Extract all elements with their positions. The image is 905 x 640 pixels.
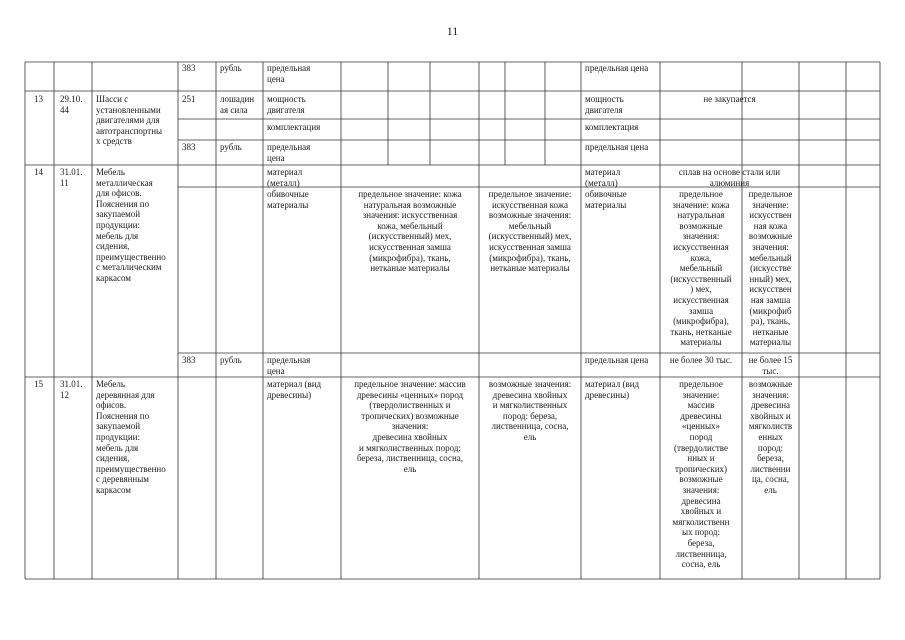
row0-attr: предельная цена <box>267 63 311 84</box>
row14-name: Мебель металлическая для офисов. Пояснения по закупаемой продукции: мебель для сидения, преимущественно с металлическим каркасом <box>96 167 166 283</box>
row14-code3: 383 <box>182 355 196 365</box>
row14-attr2: обивочные материалы <box>267 189 309 210</box>
row14-okpd: 31.01. 11 <box>60 167 83 188</box>
row13-code1: 251 <box>182 94 196 104</box>
row15-value-b: возможные значения: древесина хвойных и мягколиственных пород: береза, лиственница, сосна, ель <box>488 379 572 442</box>
page-number: 11 <box>446 24 459 38</box>
row13-unit3: рубль <box>220 142 242 152</box>
row13-value-right: не закупается <box>703 94 756 104</box>
row14-num: 14 <box>34 167 43 177</box>
row0-attr2: предельная цена <box>585 63 649 73</box>
row13-num: 13 <box>34 94 43 104</box>
row15-num: 15 <box>34 379 43 389</box>
row13-attr3b: предельная цена <box>585 142 649 152</box>
row14-price-d: не более 15 тыс. <box>748 355 793 376</box>
row14-attr1: материал (металл) <box>267 167 303 188</box>
row13-name: Шасси с установленными двигателями для автотранспортны х средств <box>96 94 163 147</box>
row14-attr3b: предельная цена <box>585 355 649 365</box>
row14-attr1b: материал (металл) <box>585 167 621 188</box>
row15-value-a: предельное значение: массив древесины «ценных» пород (твердолиственных и тропических) возможные значения: древесина хвойных и мягколиственных пород: береза, лиственница, сосна, ель <box>354 379 466 474</box>
row0-code: 383 <box>182 63 196 73</box>
row14-unit3: рубль <box>220 355 242 365</box>
row15-okpd: 31.01. 12 <box>60 379 83 400</box>
row14-attr3: предельная цена <box>267 355 311 376</box>
row15-attr1: материал (вид древесины) <box>267 379 322 400</box>
row13-code3: 383 <box>182 142 196 152</box>
row13-attr3: предельная цена <box>267 142 311 163</box>
row15-value-d: возможные значения: древесина хвойных и мягколиств енных пород: береза, лиственни ца, сосна, ель <box>748 379 793 495</box>
row13-attr2b: комплектация <box>585 122 639 132</box>
row14-attr2b: обивочные материалы <box>585 189 627 210</box>
row14-value2-c: предельное значение: кожа натуральная возможные значения: искусственная кожа, мебельный (искусственный ) мех, искусственная замша (микрофибра), ткань, нетканые материалы <box>670 189 732 348</box>
row15-value-c: предельное значение: массив древесины «ценных» пород (твердолистве нных и тропических) возможные значения: древесина хвойных и мягколиственн ых пород: береза, лиственница, сосна, ель <box>672 379 730 570</box>
row14-price-c: не более 30 тыс. <box>669 355 733 365</box>
row14-value1-right: сплав на основе стали или алюминия <box>678 167 781 188</box>
row13-attr2: комплектация <box>267 122 321 132</box>
row13-okpd: 29.10. 44 <box>60 94 83 115</box>
row14-value2-b: предельное значение: искусственная кожа возможные значения: мебельный (искусственный) мех, искусственная замша (микрофибра), ткань, нетканые материалы <box>488 189 572 274</box>
row13-attr1: мощность двигателя <box>267 94 306 115</box>
row15-attr1b: материал (вид древесины) <box>585 379 640 400</box>
row0-unit: рубль <box>220 63 242 73</box>
row15-name: Мебель деревянная для офисов. Пояснения по закупаемой продукции: мебель для сидения, преимущественно с деревянным каркасом <box>96 379 166 495</box>
row14-value2-d: предельное значение: искусствен ная кожа возможные значения: мебельный (искусстве нный) мех, искусствен ная замша (микрофиб ра), ткань, нетканые материалы <box>748 189 793 348</box>
row14-value2-a: предельное значение: кожа натуральная возможные значения: искусственная кожа, мебельный (искусственный) мех, искусственная замша (микрофибра), ткань, нетканые материалы <box>358 189 462 274</box>
row13-attr1b: мощность двигателя <box>585 94 624 115</box>
row13-unit1: лошадин ая сила <box>220 94 255 115</box>
